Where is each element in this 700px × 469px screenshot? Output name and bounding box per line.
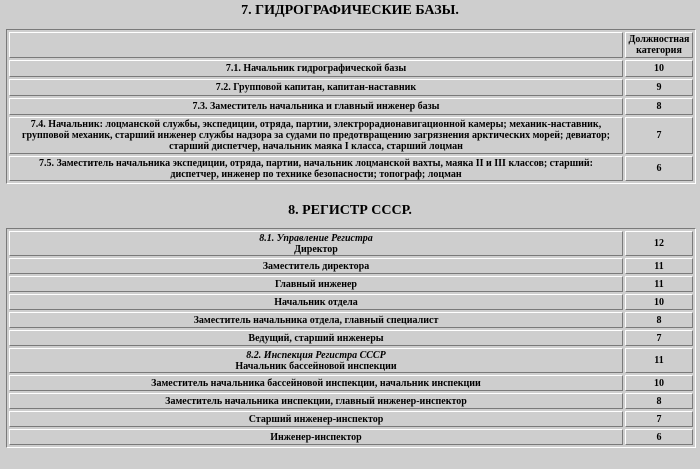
row-text: Директор (294, 243, 338, 255)
group-label: 8.2. Инспекция Регистра СССР (246, 349, 386, 361)
row-text: 7.2. Групповой капитан, капитан-наставник (9, 79, 623, 96)
row-text: Заместитель начальника бассейновой инспекции, начальник инспекции (9, 375, 623, 391)
row-text: 7.5. Заместитель начальника экспедиции, отряда, партии, начальник лоцманской вахты, маяка II и III классов; старший: диспетчер, инженер по технике безопасности; топограф; лоцман (9, 156, 623, 181)
row-value: 11 (625, 258, 693, 274)
section-8-table (6, 228, 696, 448)
group-row-management (9, 231, 693, 256)
row-value: 8 (625, 312, 693, 328)
table-row (9, 312, 693, 328)
row-value: 6 (625, 156, 693, 181)
row-text: Инженер-инспектор (9, 429, 623, 445)
row-value: 10 (625, 60, 693, 77)
table-row (9, 294, 693, 310)
group-label: 8.1. Управление Регистра (259, 232, 373, 244)
group-row-inspection (9, 348, 693, 373)
table-row (9, 156, 693, 181)
group-cell (9, 231, 623, 256)
section-7-title: 7. ГИДРОГРАФИЧЕСКИЕ БАЗЫ. (241, 3, 459, 18)
row-value: 8 (625, 393, 693, 409)
row-text: 7.3. Заместитель начальника и главный инженер базы (9, 98, 623, 115)
row-text: Начальник отдела (9, 294, 623, 310)
header-empty-cell (9, 32, 623, 58)
row-value: 8 (625, 98, 693, 115)
row-value: 7 (625, 411, 693, 427)
section-7-table (6, 29, 696, 184)
row-text: Главный инженер (9, 276, 623, 292)
table-row (9, 60, 693, 77)
row-value: 10 (625, 294, 693, 310)
table-row (9, 98, 693, 115)
table-row (9, 429, 693, 445)
section-8-title: 8. РЕГИСТР СССР. (288, 203, 412, 218)
row-text: Начальник бассейновой инспекции (235, 360, 397, 372)
row-value: 11 (625, 348, 693, 373)
row-text: Старший инженер-инспектор (9, 411, 623, 427)
table-header-row (9, 32, 693, 58)
table-row (9, 117, 693, 154)
row-text: Заместитель директора (9, 258, 623, 274)
row-value: 7 (625, 330, 693, 346)
row-value: 10 (625, 375, 693, 391)
row-value: 7 (625, 117, 693, 154)
row-value: 11 (625, 276, 693, 292)
table-row (9, 330, 693, 346)
table-row (9, 79, 693, 96)
header-category-cell: Должностная категория (625, 32, 693, 58)
group-cell (9, 348, 623, 373)
row-text: Ведущий, старший инженеры (9, 330, 623, 346)
row-text: 7.4. Начальник: лоцманской службы, экспедиции, отряда, партии, электрорадионавигационной камеры; механик-наставник, групповой механик, старший инженер службы надзора за судами по предотвращению загрязнения арктических морей; девиатор; старший диспетчер, начальник маяка I класса, старший лоцман (9, 117, 623, 154)
table-row (9, 258, 693, 274)
table-row (9, 375, 693, 391)
table-row (9, 411, 693, 427)
row-text: Заместитель начальника отдела, главный специалист (9, 312, 623, 328)
row-text: 7.1. Начальник гидрографической базы (9, 60, 623, 77)
table-row (9, 276, 693, 292)
row-value: 6 (625, 429, 693, 445)
row-value: 12 (625, 231, 693, 256)
row-text: Заместитель начальника инспекции, главный инженер-инспектор (9, 393, 623, 409)
row-value: 9 (625, 79, 693, 96)
table-row (9, 393, 693, 409)
